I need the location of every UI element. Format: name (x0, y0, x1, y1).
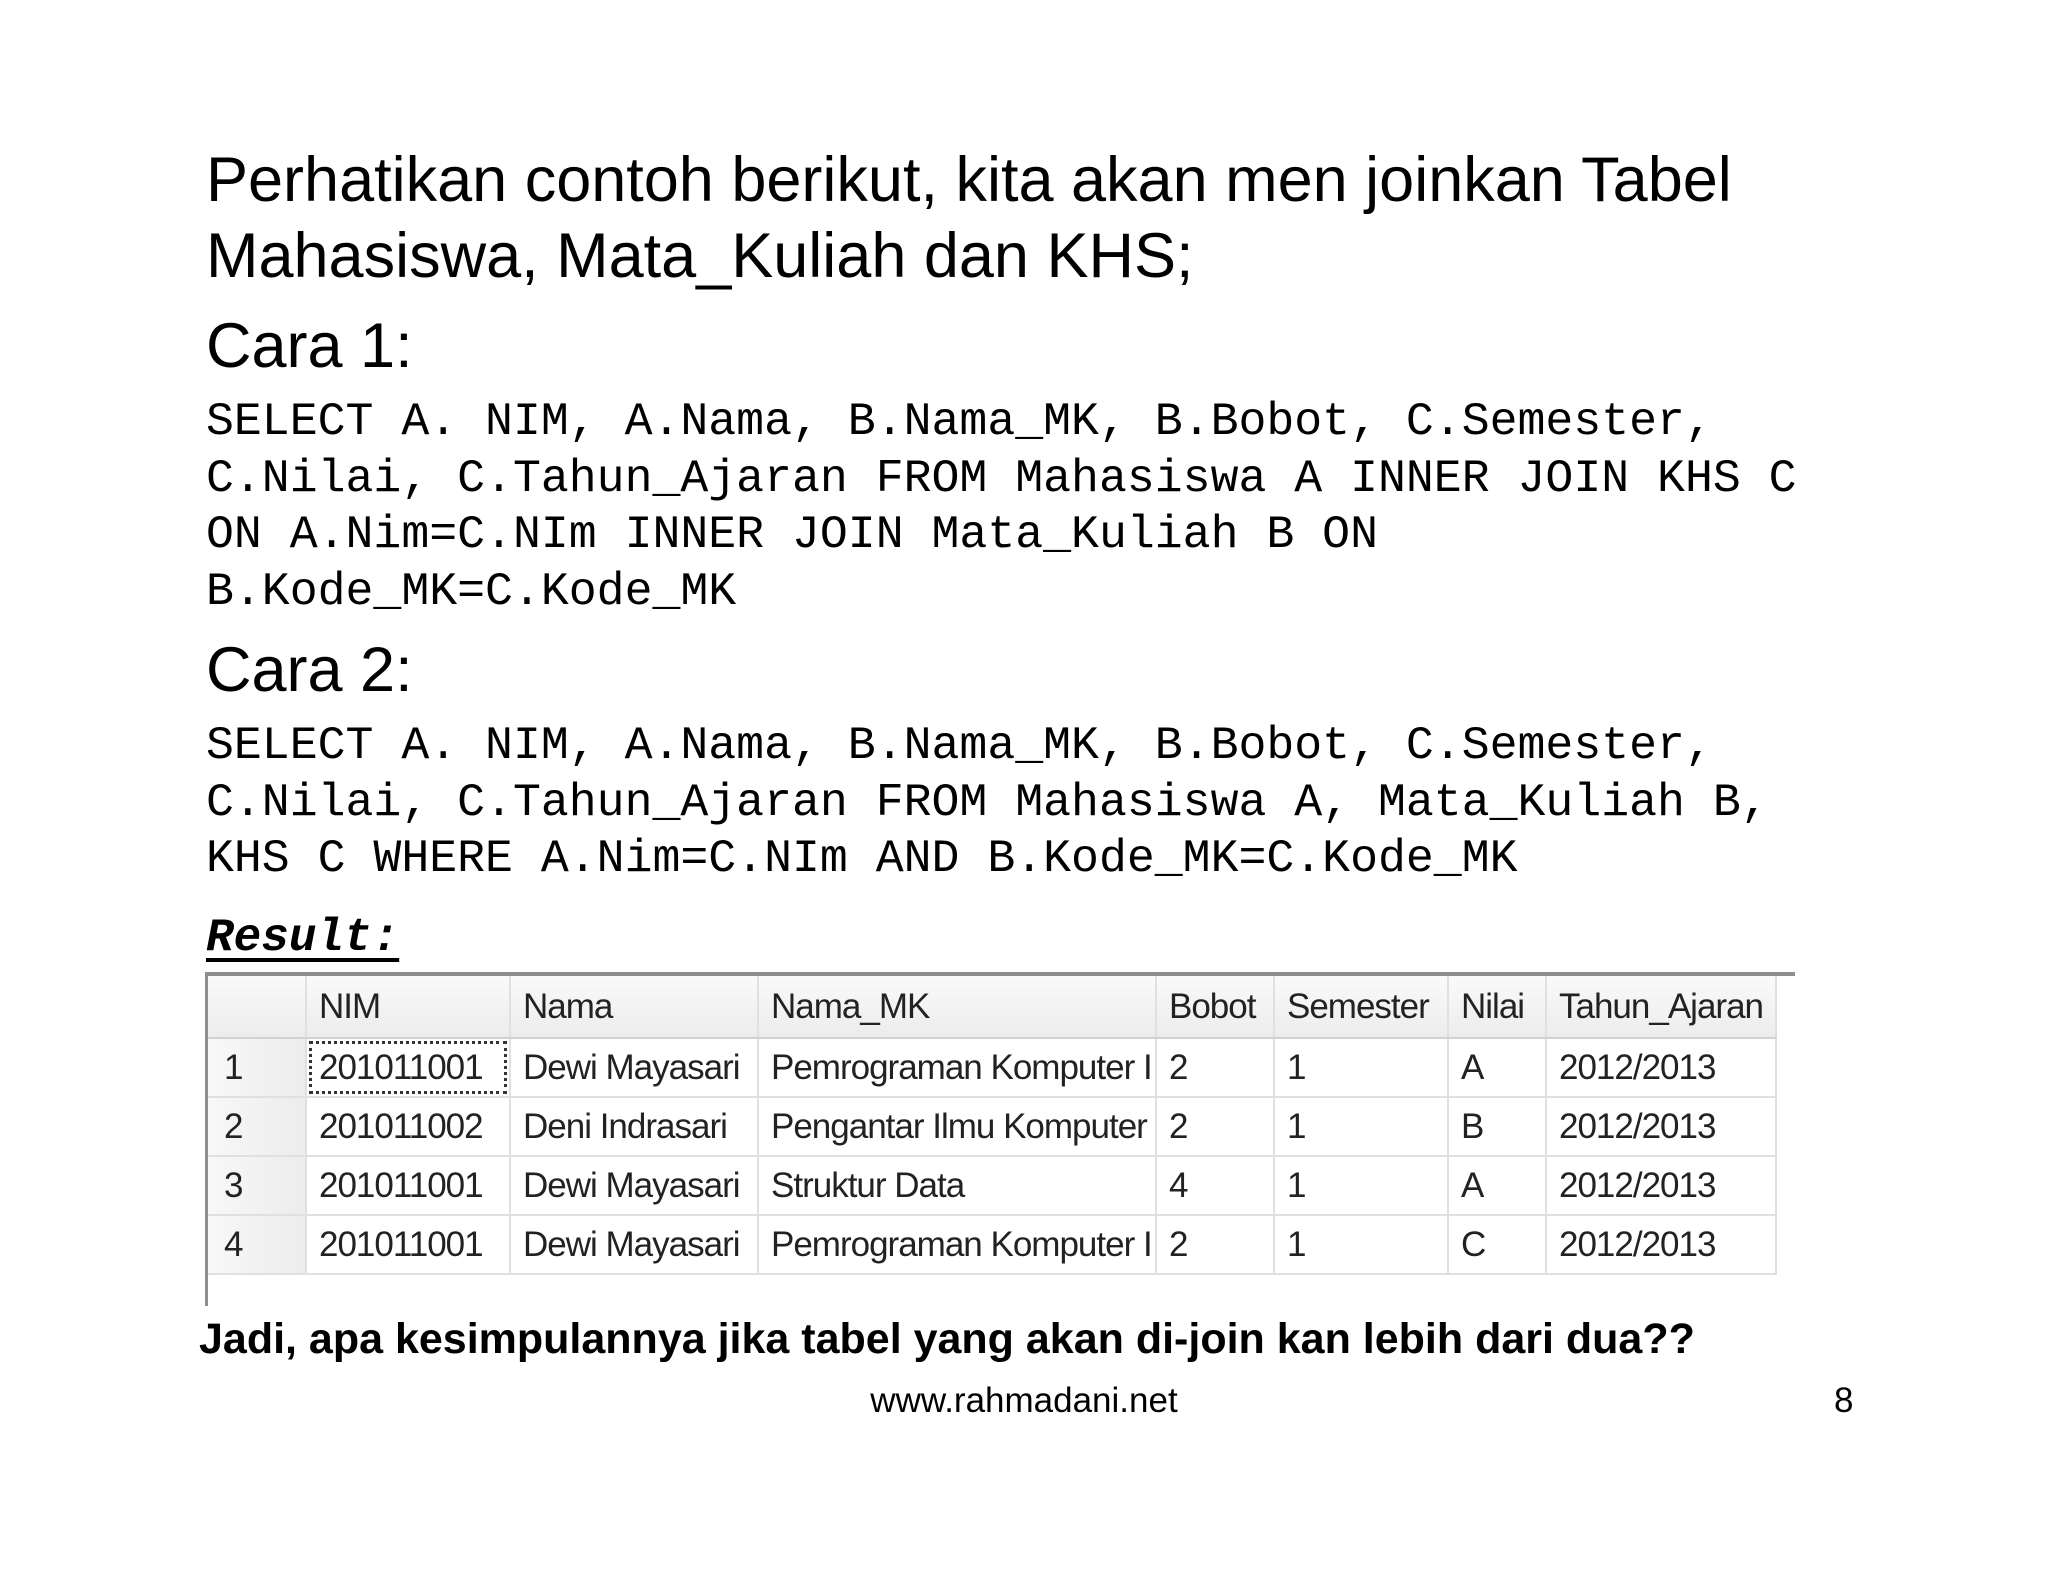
column-header-nilai[interactable]: Nilai (1448, 976, 1546, 1038)
cell-semester[interactable]: 1 (1274, 1038, 1448, 1097)
cell-bobot[interactable]: 2 (1156, 1038, 1274, 1097)
table-header-row (208, 976, 1776, 1038)
cell-bobot[interactable]: 2 (1156, 1215, 1274, 1274)
cell-nama-mk[interactable]: Pengantar Ilmu Komputer (758, 1097, 1156, 1156)
cell-nilai[interactable]: A (1448, 1038, 1546, 1097)
cell-semester[interactable]: 1 (1274, 1215, 1448, 1274)
row-number[interactable]: 1 (208, 1038, 306, 1097)
row-number[interactable]: 2 (208, 1097, 306, 1156)
column-header-nama-mk[interactable]: Nama_MK (758, 976, 1156, 1038)
result-table (208, 976, 1777, 1275)
cell-semester[interactable]: 1 (1274, 1097, 1448, 1156)
cell-nama[interactable]: Deni Indrasari (510, 1097, 758, 1156)
column-header-rownum[interactable] (208, 976, 306, 1038)
cell-nim[interactable]: 201011002 (306, 1097, 510, 1156)
row-number[interactable]: 3 (208, 1156, 306, 1215)
cell-bobot[interactable]: 4 (1156, 1156, 1274, 1215)
cell-nama-mk[interactable]: Struktur Data (758, 1156, 1156, 1215)
cell-nama[interactable]: Dewi Mayasari (510, 1156, 758, 1215)
cell-nim[interactable]: 201011001 (306, 1215, 510, 1274)
method-1-heading: Cara 1: (206, 311, 413, 381)
column-header-bobot[interactable]: Bobot (1156, 976, 1274, 1038)
column-header-tahun-ajaran[interactable]: Tahun_Ajaran (1546, 976, 1776, 1038)
cell-nilai[interactable]: B (1448, 1097, 1546, 1156)
question-text: Jadi, apa kesimpulannya jika tabel yang akan di-join kan lebih dari dua?? (199, 1315, 1695, 1363)
cell-nama-mk[interactable]: Pemrograman Komputer I (758, 1038, 1156, 1097)
cell-bobot[interactable]: 2 (1156, 1097, 1274, 1156)
cell-nilai[interactable]: C (1448, 1215, 1546, 1274)
cell-semester[interactable]: 1 (1274, 1156, 1448, 1215)
result-grid (205, 972, 1795, 1306)
method-2-sql-code: SELECT A. NIM, A.Nama, B.Nama_MK, B.Bobot, C.Semester, C.Nilai, C.Tahun_Ajaran FROM Mahasiswa A, Mata_Kuliah B, KHS C WHERE A.Nim=C.NIm AND B.Kode_MK=C.Kode_MK (206, 719, 1769, 885)
cell-tahun-ajaran[interactable]: 2012/2013 (1546, 1097, 1776, 1156)
cell-nim[interactable]: 201011001 (306, 1156, 510, 1215)
row-number[interactable]: 4 (208, 1215, 306, 1274)
intro-line-1: Perhatikan contoh berikut, kita akan men joinkan Tabel (206, 145, 1732, 215)
cell-tahun-ajaran[interactable]: 2012/2013 (1546, 1156, 1776, 1215)
table-row[interactable] (208, 1097, 1776, 1156)
intro-text (206, 142, 1986, 294)
cell-tahun-ajaran[interactable]: 2012/2013 (1546, 1038, 1776, 1097)
table-row[interactable] (208, 1215, 1776, 1274)
footer-url: www.rahmadani.net (870, 1381, 1178, 1420)
page-number: 8 (1834, 1381, 1854, 1420)
table-row[interactable] (208, 1038, 1776, 1097)
column-header-semester[interactable]: Semester (1274, 976, 1448, 1038)
table-row[interactable] (208, 1156, 1776, 1215)
cell-nama-mk[interactable]: Pemrograman Komputer I (758, 1215, 1156, 1274)
cell-tahun-ajaran[interactable]: 2012/2013 (1546, 1215, 1776, 1274)
cell-nama[interactable]: Dewi Mayasari (510, 1038, 758, 1097)
method-1-sql-code: SELECT A. NIM, A.Nama, B.Nama_MK, B.Bobot, C.Semester, C.Nilai, C.Tahun_Ajaran FROM Mahasiswa A INNER JOIN KHS C ON A.Nim=C.NIm INNER JOIN Mata_Kuliah B ON B.Kode_MK=C.Kode_MK (206, 395, 1797, 618)
intro-line-2: Mahasiswa, Mata_Kuliah dan KHS; (206, 221, 1194, 291)
cell-nilai[interactable]: A (1448, 1156, 1546, 1215)
cell-nim[interactable]: 201011001 (306, 1038, 510, 1097)
column-header-nama[interactable]: Nama (510, 976, 758, 1038)
cell-nama[interactable]: Dewi Mayasari (510, 1215, 758, 1274)
column-header-nim[interactable]: NIM (306, 976, 510, 1038)
result-label: Result: (206, 912, 400, 964)
method-2-heading: Cara 2: (206, 635, 413, 705)
